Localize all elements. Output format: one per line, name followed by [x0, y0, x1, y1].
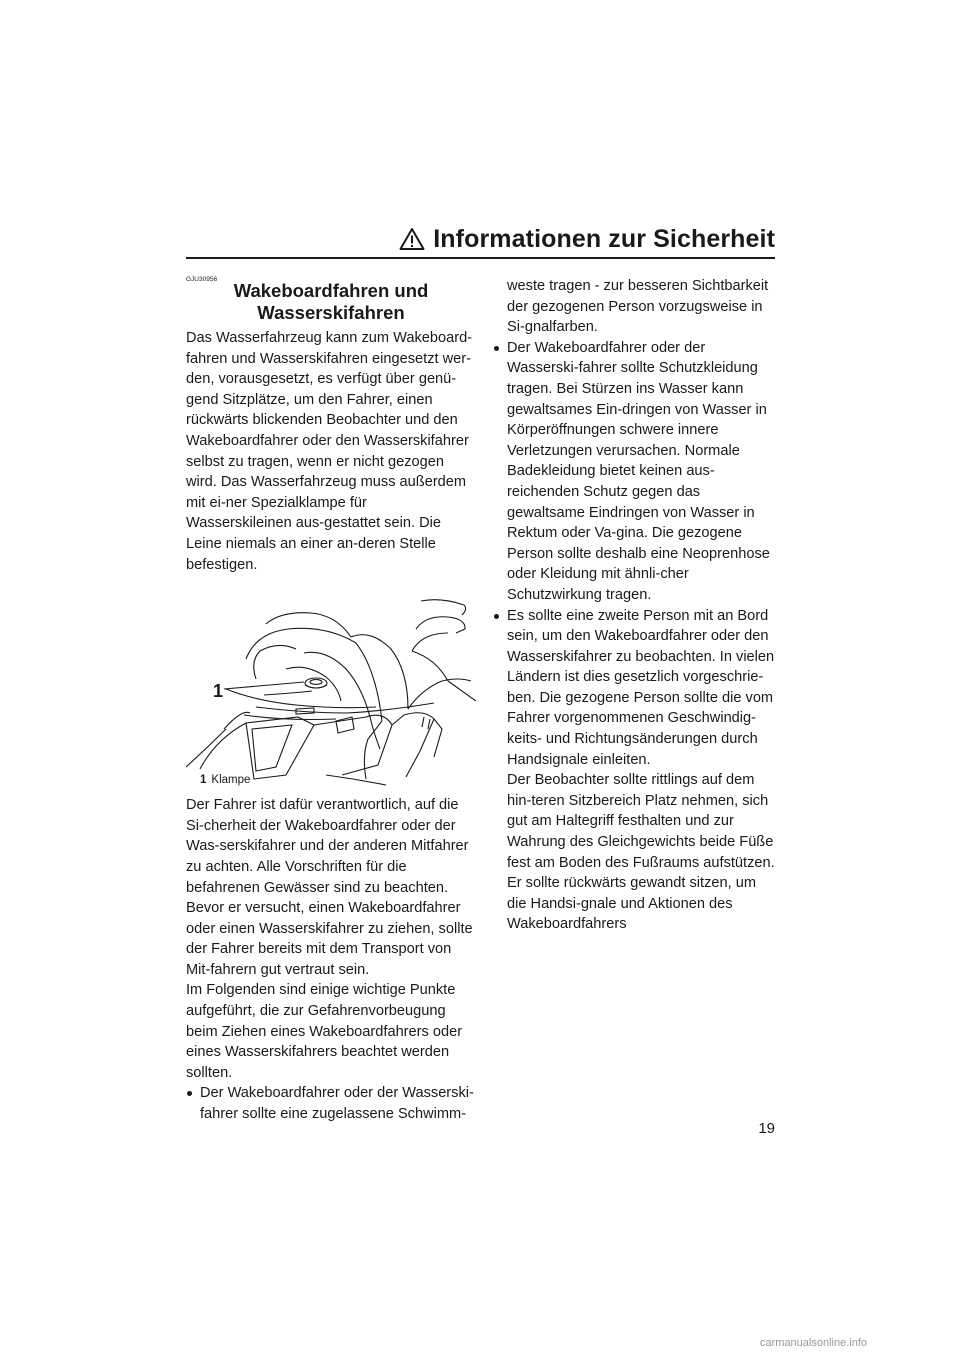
caption-text: Klampe: [211, 774, 251, 787]
header-rule: [186, 257, 775, 259]
bullet-observer-continued: Der Beobachter sollte rittlings auf dem hin-teren Sitzbereich Platz nehmen, sich gut am Haltegriff festhalten und zur Wahrung des Gleichgewichts beide Füße fest am Boden des Fußraums aufstützen. Er sollte rückwärts gewandt sitzen, um die Handsi-gnale und Aktionen des Wakeboardfahrers: [507, 772, 775, 933]
callout-number: 1: [213, 681, 224, 702]
intro-paragraph: Das Wasserfahrzeug kann zum Wakeboard-fahren und Wasserskifahren eingesetzt wer-den, vorausgesetzt, es verfügt über genü-gend Sitzplätze, um den Fahrer, einen rückwärts blickenden Beobachter und den Wakeboardfahrer oder den Wasserskifahrer selbst zu tragen, wenn er nicht gezogen wird. Das Wasserfahrzeug muss außerdem mit ei-ner Spezialklampe für Wasserskileinen aus-gestattet sein. Die Leine niemals an einer an-deren Stelle befestigen.: [186, 330, 473, 573]
bullet-life-vest-continued: weste tragen - zur besseren Sichtbarkeit der gezogenen Person vorzugsweise in Si-gnalfarben.: [507, 278, 769, 336]
bullet-observer: Es sollte eine zweite Person mit an Bord sein, um den Wakeboardfahrer oder den Wasserskifahrer zu beobachten. In vielen Ländern ist dies gesetzlich vorgeschrie-ben. Die gezogene Person sollte die vom Fahrer vorgenommenen Geschwindig-keits- und Richtungsänderungen durch Handsignale einleiten.: [493, 606, 775, 771]
left-column: [186, 276, 476, 1125]
caption-number: 1: [200, 774, 207, 787]
page-header: [186, 222, 775, 256]
section-title: Wakeboardfahren und Wasserskifahren: [233, 280, 429, 323]
section-code: GJU30956: [186, 276, 218, 283]
figure-caption: [200, 773, 250, 787]
warning-triangle-icon: [399, 227, 425, 251]
watermark: carmanualsonline.info: [760, 1337, 868, 1349]
responsibility-paragraph: Der Fahrer ist dafür verantwortlich, auf die Si-cherheit der Wakeboardfahrer oder der Was-serskifahrer und der anderen Mitfahrer zu achten. Alle Vorschriften für die befahrenen Gewässer sind zu beachten.: [186, 797, 469, 896]
points-intro-paragraph: Im Folgenden sind einige wichtige Punkte aufgeführt, die zur Gefahrenvorbeugung beim Ziehen eines Wakeboardfahrers oder eines Wasserskifahrers beachtet werden sollten.: [186, 982, 463, 1081]
watercraft-cleat-illustration: [186, 589, 476, 789]
experience-paragraph: Bevor er versucht, einen Wakeboardfahrer oder einen Wasserskifahrer zu ziehen, sollte der Fahrer bereits mit dem Transport von Mit-fahrern gut vertraut sein.: [186, 900, 473, 978]
cleat-figure: [186, 589, 476, 789]
right-column: [493, 276, 775, 935]
bullet-protective-clothing: Der Wakeboardfahrer oder der Wasserski-fahrer sollte Schutzkleidung tragen. Bei Stürzen ins Wasser kann gewaltsames Ein-dringen von Wasser in Körperöffnungen schwere innere Verletzungen verursachen. Normale Badekleidung bietet keinen aus-reichenden Schutz gegen das gewaltsame Eindringen von Wasser in Rektum oder Va-gina. Die gezogene Person sollte deshalb eine Neoprenhose oder Kleidung mit ähnli-cher Schutzwirkung tragen.: [493, 338, 775, 606]
header-title: Informationen zur Sicherheit: [433, 224, 775, 253]
bullet-life-vest: Der Wakeboardfahrer oder der Wasserski-fahrer sollte eine zugelassene Schwimm-: [186, 1083, 476, 1124]
page-number: 19: [758, 1120, 775, 1137]
